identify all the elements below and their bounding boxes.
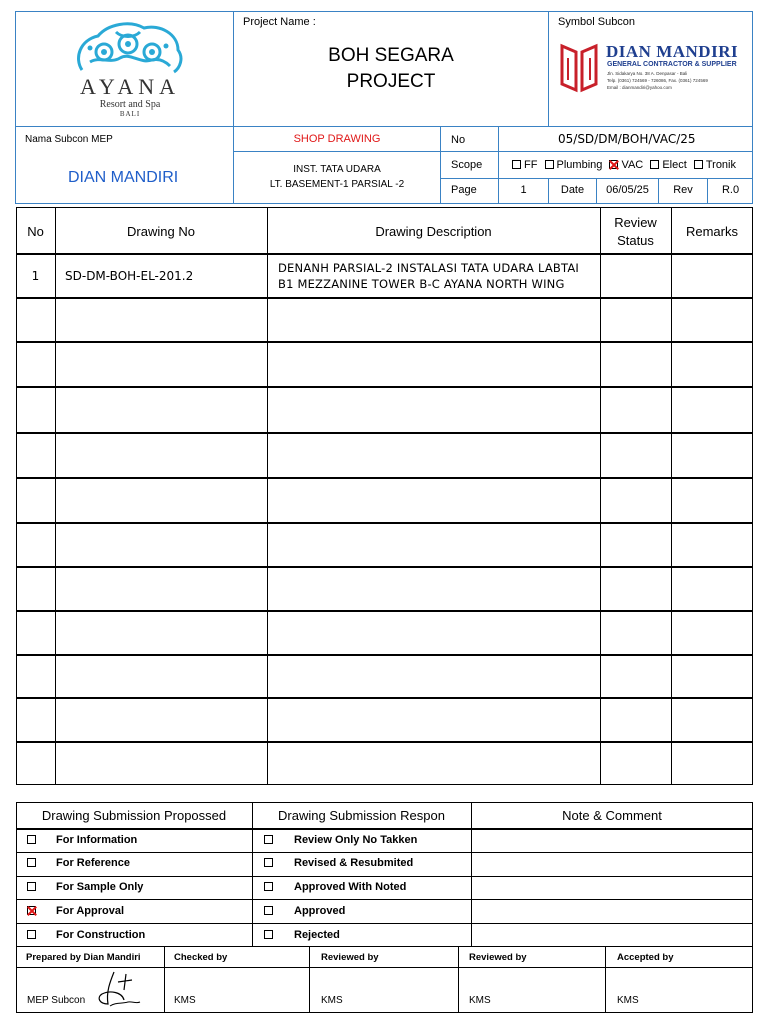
checkbox-icon bbox=[264, 906, 273, 915]
symbol-subcon-label: Symbol Subcon bbox=[558, 16, 636, 28]
respon-header: Drawing Submission Respon bbox=[278, 808, 445, 823]
checkbox-icon bbox=[264, 882, 273, 891]
sig-prepared-label: Prepared by Dian Mandiri bbox=[26, 952, 141, 963]
proposed-for-reference[interactable]: For Reference bbox=[27, 857, 130, 869]
ayana-logo bbox=[60, 18, 200, 118]
ayana-logo-location: BALI bbox=[119, 110, 141, 118]
sig-checked-label: Checked by bbox=[174, 952, 228, 963]
rev-label: Rev bbox=[673, 184, 693, 196]
note-header: Note & Comment bbox=[562, 808, 662, 823]
table-column-divider bbox=[671, 207, 672, 785]
project-title-line2: PROJECT bbox=[346, 71, 436, 92]
checkbox-icon bbox=[264, 930, 273, 939]
page-label: Page bbox=[451, 184, 477, 196]
subcon-label: Nama Subcon MEP bbox=[25, 134, 113, 145]
no-value: 05/SD/DM/BOH/VAC/25 bbox=[558, 132, 696, 146]
ayana-logo-name: AYANA bbox=[80, 74, 180, 99]
subcon-name: DIAN MANDIRI bbox=[68, 169, 179, 186]
scope-label: Scope bbox=[451, 159, 483, 171]
checkbox-icon bbox=[27, 930, 36, 939]
checkbox-icon bbox=[650, 160, 659, 169]
date-value: 06/05/25 bbox=[606, 184, 649, 196]
proposed-for-sample-only[interactable]: For Sample Only bbox=[27, 881, 143, 893]
sig-accepted-value: KMS bbox=[617, 995, 639, 1006]
table-column-divider bbox=[600, 207, 601, 785]
ayana-logo-tagline: Resort and Spa bbox=[99, 99, 161, 110]
scope-plumbing[interactable]: Plumbing bbox=[545, 159, 603, 171]
table-row-divider bbox=[16, 341, 753, 343]
project-title-line1: BOH SEGARA bbox=[328, 45, 454, 66]
row1-desc-line1: DENANH PARSIAL-2 INSTALASI TATA UDARA LABTAI bbox=[278, 261, 579, 275]
page-value: 1 bbox=[520, 184, 527, 196]
checkbox-icon bbox=[264, 835, 273, 844]
table-row-divider bbox=[16, 522, 753, 524]
table-column-divider bbox=[55, 207, 56, 785]
checked-checkbox-icon bbox=[609, 160, 618, 169]
table-header-no: No bbox=[27, 224, 44, 239]
scope-ff[interactable]: FF bbox=[512, 159, 537, 171]
table-header-review-status-line2: Status bbox=[617, 233, 654, 248]
checkbox-icon bbox=[545, 160, 554, 169]
checkbox-icon bbox=[512, 160, 521, 169]
dian-mandiri-address: Jln. Sidakarya No. 38 A. Denpasar - Bali bbox=[607, 71, 688, 76]
sig-reviewed1-value: KMS bbox=[321, 995, 343, 1006]
checkbox-icon bbox=[27, 858, 36, 867]
respon-review-only[interactable]: Review Only No Takken bbox=[264, 834, 417, 846]
proposed-for-construction[interactable]: For Construction bbox=[27, 929, 145, 941]
dian-mandiri-phone: Telp. (0361) 724569 - 726086, Fax. (0361) 724569 bbox=[607, 78, 708, 83]
rev-value: R.0 bbox=[721, 184, 740, 196]
doc-type: SHOP DRAWING bbox=[293, 133, 381, 145]
table-row-divider bbox=[16, 697, 753, 699]
table-row-divider bbox=[16, 477, 753, 479]
table-row-divider bbox=[16, 432, 753, 434]
checkbox-icon bbox=[694, 160, 703, 169]
scope-options bbox=[512, 159, 736, 171]
table-row-divider bbox=[16, 253, 753, 255]
sig-checked-value: KMS bbox=[174, 995, 196, 1006]
sig-reviewed2-value: KMS bbox=[469, 995, 491, 1006]
date-label: Date bbox=[560, 184, 585, 196]
respon-rejected[interactable]: Rejected bbox=[264, 929, 340, 941]
table-row-divider bbox=[16, 566, 753, 568]
table-row-divider bbox=[16, 741, 753, 743]
row1-no: 1 bbox=[31, 269, 40, 283]
row1-drawing-no: SD-DM-BOH-EL-201.2 bbox=[65, 269, 194, 283]
checked-checkbox-icon bbox=[27, 906, 36, 915]
respon-approved[interactable]: Approved bbox=[264, 905, 345, 917]
proposed-for-approval[interactable]: For Approval bbox=[27, 905, 124, 917]
dian-mandiri-emblem-icon bbox=[560, 42, 598, 94]
table-row-divider bbox=[16, 297, 753, 299]
dian-mandiri-email: Email : dianmandiri@yahoo.com bbox=[607, 85, 672, 90]
sig-accepted-label: Accepted by bbox=[617, 952, 674, 963]
respon-revised-resubmited[interactable]: Revised & Resubmited bbox=[264, 857, 413, 869]
table-header-drawing-no: Drawing No bbox=[127, 224, 195, 239]
sig-prepared-value: MEP Subcon bbox=[27, 995, 86, 1006]
respon-approved-with-noted[interactable]: Approved With Noted bbox=[264, 881, 406, 893]
checkbox-icon bbox=[264, 858, 273, 867]
scope-tronik[interactable]: Tronik bbox=[694, 159, 736, 171]
dian-mandiri-logo-subtitle: GENERAL CONTRACTOR & SUPPLIER bbox=[607, 61, 737, 68]
checkbox-icon bbox=[27, 835, 36, 844]
dian-mandiri-logo-name: DIAN MANDIRI bbox=[606, 42, 739, 61]
signature-icon bbox=[92, 970, 142, 1012]
sig-reviewed1-label: Reviewed by bbox=[321, 952, 379, 963]
table-row-divider bbox=[16, 610, 753, 612]
table-header-review-status-line1: Review bbox=[614, 215, 657, 230]
table-header-remarks: Remarks bbox=[685, 224, 738, 239]
scope-vac[interactable]: VAC bbox=[609, 159, 643, 171]
table-row-divider bbox=[16, 386, 753, 388]
table-column-divider bbox=[267, 207, 268, 785]
checkbox-icon bbox=[27, 882, 36, 891]
proposed-header: Drawing Submission Propossed bbox=[41, 808, 227, 823]
scope-elect[interactable]: Elect bbox=[650, 159, 686, 171]
no-label: No bbox=[451, 134, 466, 146]
row1-desc-line2: B1 MEZZANINE TOWER B-C AYANA NORTH WING bbox=[278, 277, 565, 291]
sig-reviewed2-label: Reviewed by bbox=[469, 952, 527, 963]
dian-mandiri-logo bbox=[560, 42, 750, 102]
doc-desc-line1: INST. TATA UDARA bbox=[293, 164, 381, 175]
project-name-label: Project Name : bbox=[243, 16, 316, 28]
table-header-description: Drawing Description bbox=[375, 224, 492, 239]
doc-desc-line2: LT. BASEMENT-1 PARSIAL -2 bbox=[269, 179, 405, 190]
proposed-for-information[interactable]: For Information bbox=[27, 834, 137, 846]
table-row-divider bbox=[16, 654, 753, 656]
ayana-emblem-icon bbox=[60, 18, 200, 76]
